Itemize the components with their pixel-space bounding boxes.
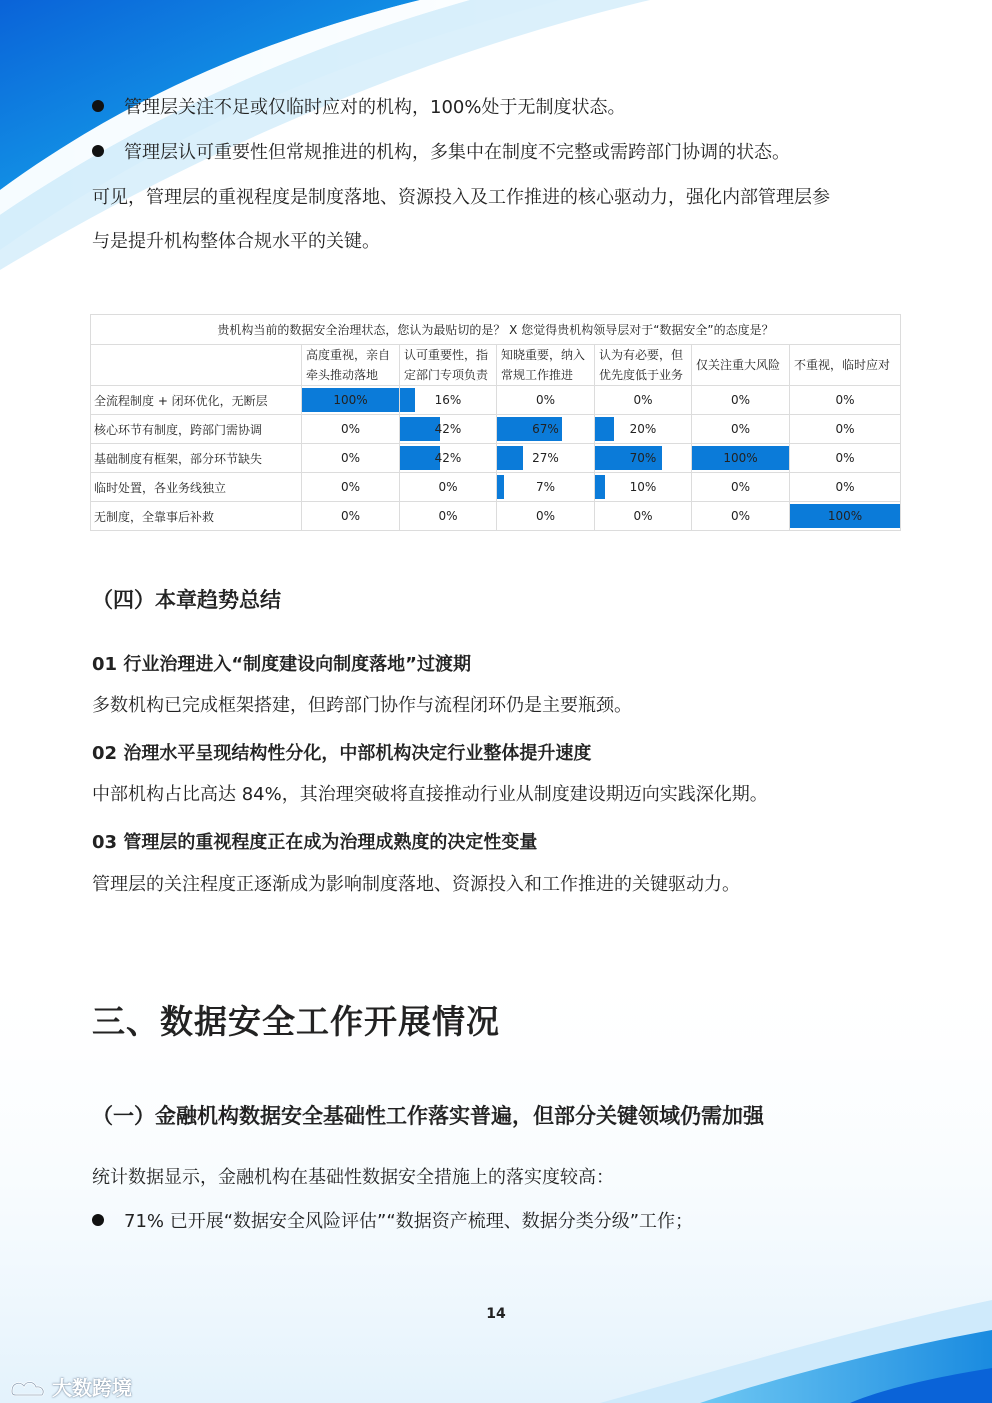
cell-value: 20% [629, 422, 657, 436]
table-cell [302, 444, 400, 473]
table-cell [595, 502, 692, 531]
chapter-intro: 统计数据显示，金融机构在基础性数据安全措施上的落实度较高： [92, 1167, 614, 1188]
cell-value: 0% [835, 393, 855, 407]
table-header-row [91, 345, 901, 386]
table-cell [692, 386, 790, 415]
table-cell [595, 444, 692, 473]
table-cell [790, 415, 901, 444]
table-cell [595, 386, 692, 415]
column-header-line: 常规工作推进 [501, 368, 574, 382]
cell-value: 0% [340, 422, 361, 436]
cell-value: 0% [535, 509, 556, 523]
cell-value: 0% [730, 393, 751, 407]
cell-value: 16% [434, 393, 462, 407]
crosstab-table [90, 314, 901, 531]
row-label: 无制度，全靠事后补救 [91, 502, 302, 531]
column-header [400, 345, 497, 386]
table-row [91, 502, 901, 531]
cell-value: 70% [629, 451, 657, 465]
column-header-line: 仅关注重大风险 [696, 358, 781, 372]
table-cell [790, 473, 901, 502]
cell-value: 0% [340, 480, 361, 494]
column-header [595, 345, 692, 386]
bullet-item [92, 141, 790, 165]
column-header-line: 定部门专项负责 [404, 368, 489, 382]
table-cell [400, 502, 497, 531]
summary-heading-3: 03 管理层的重视程度正在成为治理成熟度的决定性变量 [92, 832, 538, 853]
cell-value: 7% [535, 480, 556, 494]
row-label: 基础制度有框架，部分环节缺失 [91, 444, 302, 473]
table-cell [497, 502, 595, 531]
summary-text-3: 管理层的关注程度正逐渐成为影响制度落地、资源投入和工作推进的关键驱动力。 [92, 874, 740, 895]
cell-value: 0% [835, 480, 855, 494]
bullet-dot-icon [92, 1214, 104, 1226]
table-title: 贵机构当前的数据安全治理状态，您认为最贴切的是？ X 您觉得贵机构领导层对于“数据安全”的态度是？ [91, 315, 901, 345]
watermark [8, 1372, 132, 1401]
cell-value: 0% [730, 480, 751, 494]
column-header-line: 不重视，临时应对 [794, 358, 891, 372]
bullet-dot-icon [92, 100, 104, 112]
table-cell [692, 473, 790, 502]
table-cell [790, 386, 901, 415]
cell-value: 0% [633, 509, 653, 523]
table-cell [497, 444, 595, 473]
conclusion-line-2: 与是提升机构整体合规水平的关键。 [92, 231, 380, 252]
column-header [302, 345, 400, 386]
table-cell [790, 444, 901, 473]
table-cell [400, 386, 497, 415]
column-header [692, 345, 790, 386]
table-cell [595, 473, 692, 502]
table-row [91, 415, 901, 444]
section-4-title: （四）本章趋势总结 [92, 588, 281, 612]
cell-value: 0% [730, 509, 751, 523]
table-cell [497, 473, 595, 502]
cell-value: 42% [434, 422, 462, 436]
cell-value: 42% [434, 451, 462, 465]
row-label: 核心环节有制度，跨部门需协调 [91, 415, 302, 444]
cell-value: 0% [730, 422, 751, 436]
cell-value: 100% [333, 393, 368, 407]
cell-value: 0% [835, 422, 855, 436]
column-header-line: 认可重要性，指 [404, 348, 489, 362]
cell-value: 100% [827, 509, 863, 523]
column-header-line: 牵头推动落地 [306, 368, 379, 382]
table-row [91, 444, 901, 473]
column-header-line: 优先度低于业务 [599, 368, 684, 382]
watermark-logo-icon [8, 1377, 48, 1399]
conclusion-line-1: 可见，管理层的重视程度是制度落地、资源投入及工作推进的核心驱动力，强化内部管理层参 [92, 187, 830, 208]
table-row [91, 473, 901, 502]
header-corner [91, 345, 302, 386]
summary-heading-1: 01 行业治理进入“制度建设向制度落地”过渡期 [92, 654, 471, 675]
table-cell [692, 444, 790, 473]
cell-value: 0% [633, 393, 653, 407]
summary-text-2: 中部机构占比高达 84%，其治理突破将直接推动行业从制度建设期迈向实践深化期。 [92, 784, 768, 805]
table-cell [302, 502, 400, 531]
bullet-item [92, 96, 625, 120]
table-row [91, 386, 901, 415]
cell-value: 0% [340, 451, 361, 465]
bullet-text: 管理层关注不足或仅临时应对的机构，100%处于无制度状态。 [124, 97, 626, 118]
table-cell [692, 502, 790, 531]
cell-value: 100% [723, 451, 758, 465]
table-cell [497, 415, 595, 444]
table-cell [302, 415, 400, 444]
cell-value: 27% [532, 451, 559, 465]
column-header [497, 345, 595, 386]
table-cell [400, 444, 497, 473]
bullet-text: 管理层认可重要性但常规推进的机构，多集中在制度不完整或需跨部门协调的状态。 [124, 142, 790, 163]
page-number: 14 [486, 1306, 506, 1322]
cell-value: 0% [438, 480, 458, 494]
row-label: 全流程制度 + 闭环优化，无断层 [91, 386, 302, 415]
chapter-sub-title: （一）金融机构数据安全基础性工作落实普遍，但部分关键领域仍需加强 [92, 1104, 764, 1128]
cell-value: 0% [535, 393, 556, 407]
table-cell [400, 415, 497, 444]
cell-value: 0% [438, 509, 458, 523]
table-cell [302, 386, 400, 415]
bullet-dot-icon [92, 145, 104, 157]
cell-value: 10% [629, 480, 657, 494]
column-header-line: 高度重视，亲自 [306, 348, 391, 362]
watermark-text: 大数跨境 [52, 1376, 132, 1400]
table-cell [790, 502, 901, 531]
cell-value: 0% [340, 509, 361, 523]
bullet-item [92, 1210, 693, 1234]
row-label: 临时处置，各业务线独立 [91, 473, 302, 502]
table-cell [595, 415, 692, 444]
cell-value: 67% [532, 422, 559, 436]
table-cell [400, 473, 497, 502]
table-cell [302, 473, 400, 502]
column-header-line: 认为有必要，但 [599, 348, 684, 362]
chapter-title: 三、数据安全工作开展情况 [92, 1002, 500, 1041]
table-cell [497, 386, 595, 415]
column-header [790, 345, 901, 386]
bullet-text: 71% 已开展“数据安全风险评估”“数据资产梳理、数据分类分级”工作； [124, 1211, 694, 1232]
cell-value: 0% [835, 451, 855, 465]
column-header-line: 知晓重要，纳入 [501, 348, 586, 362]
summary-heading-2: 02 治理水平呈现结构性分化，中部机构决定行业整体提升速度 [92, 743, 592, 764]
table-cell [692, 415, 790, 444]
summary-text-1: 多数机构已完成框架搭建，但跨部门协作与流程闭环仍是主要瓶颈。 [92, 695, 632, 716]
